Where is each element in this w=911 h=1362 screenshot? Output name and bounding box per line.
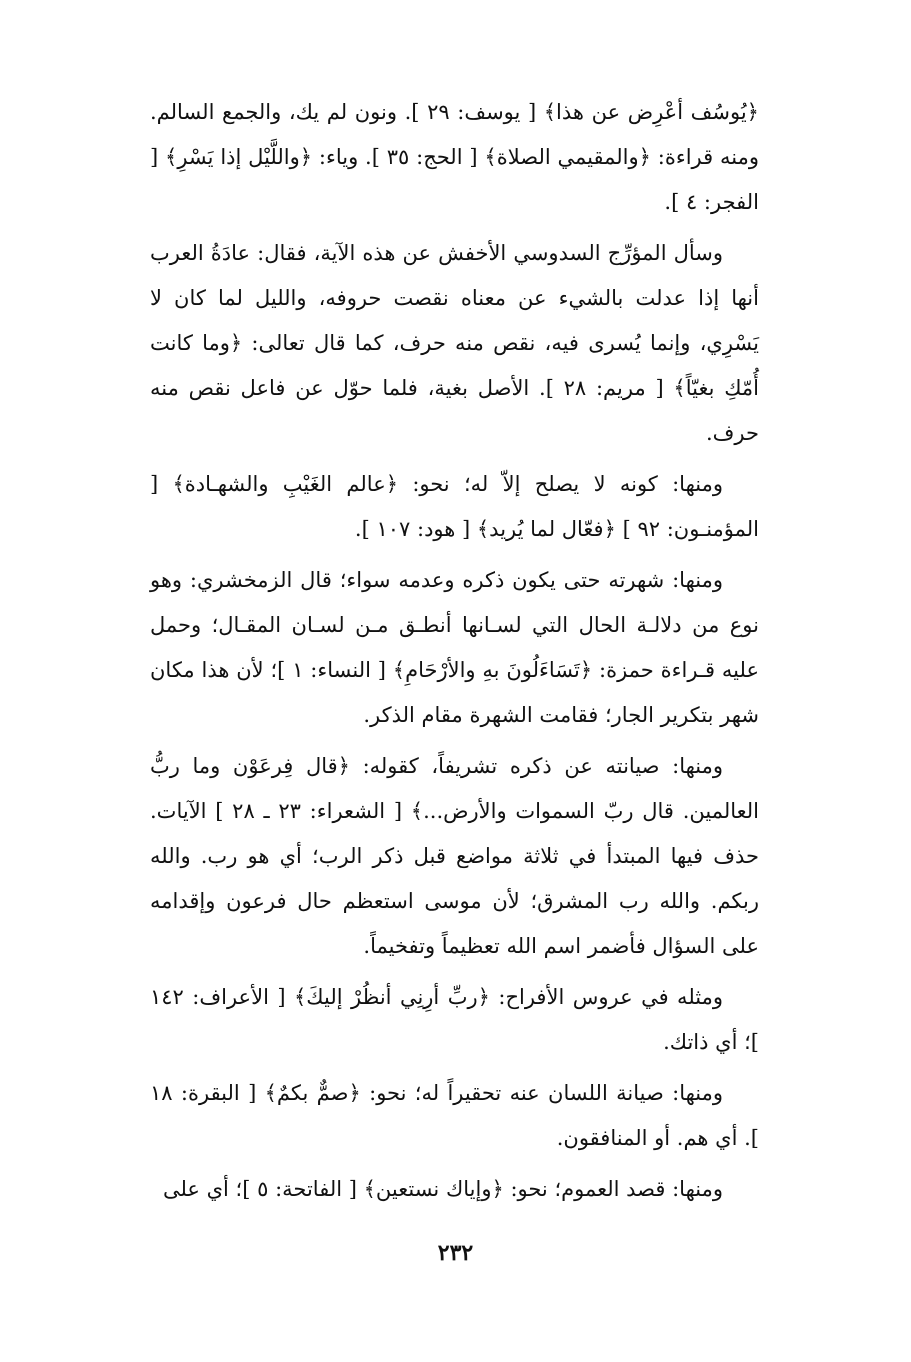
paragraph-arus-alafrah: ومثله في عروس الأفراح: ﴿ربِّ أرِنِي أنظُرْ إليكَ﴾ [ الأعراف: ١٤٢ ]؛ أي ذاتك. [150,985,759,1054]
page-body [150,90,759,1212]
paragraph-akhfash-question: وسأل المؤرِّج السدوسي الأخفش عن هذه الآية، فقال: عادَةُ العرب أنها إذا عدلت بالشيء عن معناه نقصت حروفه، والليل لما كان لا يَسْرِي، وإنما يُسرى فيه، نقص منه حرف، كما قال تعالى: ﴿وما كانت أُمّكِ بغيّاً﴾ [ مريم: ٢٨ ]. الأصل بغية، فلما حوّل عن فاعل نقص منه حرف. [150,241,759,445]
paragraph-unique-attribution: ومنها: كونه لا يصلح إلاّ له؛ نحو: ﴿عالم الغَيْبِ والشهـادة﴾ [ المؤمنـون: ٩٢ ] ﴿فعّال لما يُريد﴾ [ هود: ١٠٧ ]. [150,472,759,541]
paragraph-contempt: ومنها: صيانة اللسان عنه تحقيراً له؛ نحو: ﴿صمٌّ بكمٌ﴾ [ البقرة: ١٨ ]. أي هم. أو المنافقون. [150,1081,759,1150]
paragraph-generality: ومنها: قصد العموم؛ نحو: ﴿وإياك نستعين﴾ [ الفاتحة: ٥ ]؛ أي على [162,1177,723,1201]
paragraph-fame: ومنها: شهرته حتى يكون ذكره وعدمه سواء؛ قال الزمخشري: وهو نوع من دلالـة الحال التي لسـانها أنطـق مـن لسـان المقـال؛ وحمل عليه قـراءة حمزة: ﴿تَسَاءَلُونَ بهِ والأرْحَامِ﴾ [ النساء: ١ ]؛ لأن هذا مكان شهر بتكرير الجار؛ فقامت الشهرة مقام الذكر. [150,568,759,727]
paragraph-honor: ومنها: صيانته عن ذكره تشريفاً، كقوله: ﴿قال فِرعَوْن وما ربُّ العالمين. قال ربّ السموات والأرض...﴾ [ الشعراء: ٢٣ ـ ٢٨ ] الآيات. حذف فيها المبتدأ في ثلاثة مواضع قبل ذكر الرب؛ أي هو رب. والله ربكم. والله رب المشرق؛ لأن موسى استعظم حال فرعون وإقدامه على السؤال فأضمر اسم الله تعظيماً وتفخيماً. [150,754,759,958]
paragraph-continuation: ﴿يُوسُف أعْرِض عن هذا﴾ [ يوسف: ٢٩ ]. ونون لم يك، والجمع السالم. ومنه قراءة: ﴿والمقيمي الصلاة﴾ [ الحج: ٣٥ ]. وياء: ﴿واللَّيْل إذا يَسْرِ﴾ [ الفجر: ٤ ]. [150,100,759,214]
page-number: ٢٣٢ [437,1240,474,1266]
